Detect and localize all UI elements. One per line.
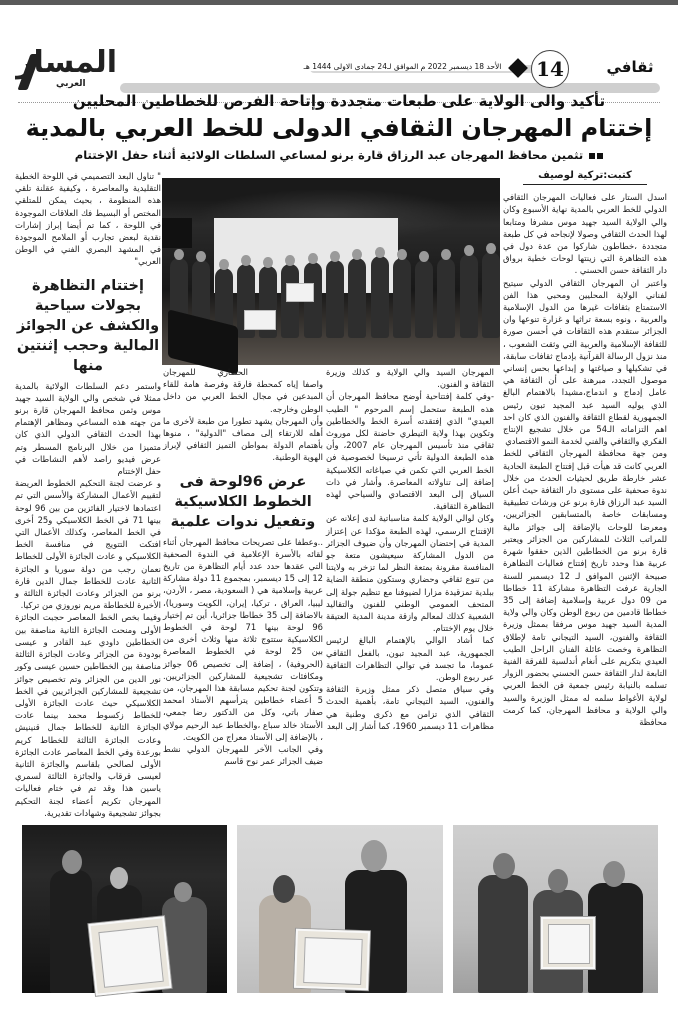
paragraph: " تناول البعد التصميمي في اللوحة الخطية التقليدية والمعاصرة ، وكيفية عقلنة تلقي هذه المنظومة ، بحيث يمكن للمتلقي المختص أو البسيط فك العلاقات الموجودة في اللوحة ، كما تم أيضا إبراز إشارات نقدية لبعض تجارب أو الملامح الموجودة في المشهد البصري الفني في الوطن العربي"	[15, 171, 161, 267]
byline: كتبت:تركية لوصيف	[523, 170, 647, 185]
paragraph: اسدل الستار على فعاليات المهرجان الثقافي الدولي للخط العربي بالمدية نهاية الأسبوع وكان والي الولاية السيد جهيد موس مشرفا ومتابعا لهذا الحدث الثقافي وصولا لإنجاحه في كل طبعة متجددة ،خطاطون شاركوا من عدة دول في هذه التظاهرة التي زينتها لوحات خطية برواق دار الثقافة حسن الحسني .	[503, 192, 667, 276]
newspaper-logo[interactable]	[16, 45, 117, 92]
column-2	[326, 366, 494, 770]
column-4	[15, 170, 162, 818]
subtitle-text: تثمين محافظ المهرجان عبد الرزاق قارة برنو لمساعي السلطات الولائية أثناء حفل الإختتام	[74, 148, 584, 162]
paragraph: المهرجان السيد والي الولاية و كذلك وزيرة الثقافة و الفنون.	[326, 367, 494, 390]
photo-award-certificate-woman	[237, 825, 443, 993]
paragraph: كما أشاد الوالي بالإهتمام البالغ لرئيس الجمهورية، عبد المجيد تبون، بالفعل الثقافي عموما، ما تجسد في توالي التظاهرات الثقافية عبر ربوع الوطن.	[326, 635, 494, 683]
paragraph: وفي سياق متصل ذكر ممثل وزيرة الثقافة والفنون، السيد التيجاني تامة، بأهمية الحدث الثقافي الذي تزامن مع ذكرى وطنية هي مظاهرات 11 ديسمبر 1960، كما أشار إلى البعد	[326, 684, 494, 731]
logo-title: المسار	[16, 45, 117, 80]
photo-award-certificate-men	[453, 825, 658, 993]
paragraph: الحضاري للمهرجان واصفا إياه كمحطة فارقة وفرصة هامة للقاء المبدعين في مجال الخط العربي من داخل الوطن وخارجه.	[163, 367, 323, 414]
paragraph: وفيما بخص الخط المعاصر حجبت الجائزة الأولى ومنحت الجائزة الثانية مناصفة بين الخطاطين داودي عبد القادر و عيسى بودودة من الجزائر وعادت الجائزة الثالثة مناصفة بين الخطاطين حسين عيسى وكور نور الدين من الجزائر وتم تخصيص جوائز تشجيعية للمشاركين الجزائريين في الخط الكلاسيكي حيث عادت الجائزة الأولى للخطاط زكسوط محمد بينما عادت الجائزة الثانية للخطاط جمال قنينيش وعادت الجائزة الثالثة للخطاط كريم بورعدة وفي الخط المعاصر عادت الجائزة الأولى لصالحي بلقاسم والجائزة الثانية لعيسى قرقاب والجائزة الثالثة لسمري ياسين هذا وقد تم في ختام فعاليات المهرجان تكريم أعضاء لجنة التحكيم بجوائز تشجيعية وشهادات تقديرية.	[15, 612, 161, 818]
main-photo-group	[162, 178, 500, 365]
paragraph: وأن المهرجان يشهد تطورا من طبعة لأخرى ما أهله للارتقاء إلى مصاف "الدولية" ، منوها بأهتمام الدولة بمواطن التميز الثقافي لإبراز الهوية الوطنية.	[163, 415, 323, 463]
photo-speaker	[162, 218, 192, 248]
masthead	[0, 40, 678, 100]
paragraph: وفي الجانب الآخر للمهرجان الدولي نشط ضيف الجزائر عمر نوح قاسم	[163, 744, 323, 767]
photo-certificate	[286, 283, 314, 302]
section-name: ثقافي	[606, 58, 654, 76]
section-subhead: إختتام التظاهرة بجولات سياحية والكشف عن الجوائز المالية وحجب إثنتين منها	[16, 277, 160, 374]
diamond-icon	[508, 58, 528, 78]
top-border	[0, 0, 678, 5]
paragraph: -وفي كلمة إفتتاحية أوضح محافظ المهرجان أن هذه الطبعة ستحمل إسم المرحوم " الطيب العيدي" الذي إفتقدته أسرة الخط والخطاطين وتكوين بهذا ولاية التيطري حاضنة لكل موروث ثقافي منذ تأسيس المهرجان عام 2007، وأن هذه الطبعة الدولية تأتي ترسيخا لخصوصية فن الخط العربي التي تكمن في صياغاته الكلاسيكية إضافة إلى تناولاته المعاصرة. وأشار في ذات السياق إلى البعد الاقتصادي والسياحي لهذه التظاهرة الثقافية.	[326, 391, 494, 512]
paragraph: واعتبر ان المهرجان الثقافي الدولي سيتيح لفناني الولاية المحليين ومحبي هذا الفن الاستمتاع بثقافات غيرها من الدول الإسلامية والعربية ، ونوه بسعة تراثها و غزارة تنوعها وان الجزائر ستقدم هذه الثقافات في أحسن صورة للثقافة الإسلامية والعربية التي وثقت الشعوب ، منذ نزول الرسالة القرآنية بإدماج ثقافات سابقة، في تشكيلها و صياغتها و إبداعها بحس إنساني موصول التجدد، مبرهنة على أن الثقافة هي عامل إدماج و اندماج،مشيدا بالاهتمام البالغ الذي يوليه السيد عبد المجيد تبون رئيس الجمهورية لقطاع الثقافة والفنون الذي كان احد اهم التزاماته الـ54 من خلال تشجيع الإنتاج الفكري والثقافي والفني لخدمة النمو الاقتصادي	[503, 277, 667, 447]
article-subtitle	[0, 148, 678, 162]
paragraph: وكان لوالي الولاية كلمة مناسباتية لدى إعلانه عن الإفتتاح الرسمي، لهذه الطبعة مؤكدا عن إعتزاز المدية في إحتضان المهرجان وأن ضيوف الجزائر من الدول المشاركة سيعيشون متعة جو المنافسة مقرونة بمتعة النظر لما تزخر به ولايتنا من تنوع ثقافي وحضاري وستكون منطقة الضاية ببلدية تمزقيدة مزارا لضيوفنا مع تنظيم جولة إلى المتحف العمومي الوطني للفنون والتقاليد الشعبية كذلك لمعالم وازقة مدينة المدية العتيقة خلال يوم الإختتام.	[326, 513, 494, 634]
article-kicker: تأكيد والى الولاية على طبعات متجددة وإتاحة الفرص للخطاطين المحليين	[72, 92, 606, 110]
logo-subtitle: العربي	[56, 79, 86, 89]
issue-date: الأحد 18 ديسمبر 2022 م الموافق لـ24 جمادى الاولى 1444 هـ	[295, 62, 510, 71]
section-subhead: عرض 96لوحة فى الخطوط الكلاسيكية وتفعيل ندوات علمية	[170, 473, 316, 530]
paragraph: واستمر دعم السلطات الولائية بالمدية ممثلا في شخص والي الولاية السيد جهيد موس وثمن محافظ المهرجان قارة برنو من جهته هذه المساعي ومظاهر الإهتمام بهذا الحدث الثقافي الدولي الذي كان متميزا من خلال البرنامج المسطر وتم عرض فيديو راصد لأهم النشاطات في حفل الإختتام	[15, 380, 161, 477]
photo-certificate	[244, 310, 276, 330]
photo-award-calligraphy	[22, 825, 227, 993]
column-1	[503, 170, 667, 770]
paragraph: ومن جهة محافظة المهرجان الثقافي للخط العربي كانت قد هيأت قبل إفتتاح الطبعة الحادية عشر خارطة طريق لحيثيات الحدث من خلال ندوة صحفية على مستوى دار الثقافة حيث أعلن السيد عبد الرزاق قارة برنو عن ورشات تطبيقية ومسابقات خاصة بالمتسابقين الجزائريين، ومعرضا للوحات بالإضافة إلى جوائز مالية للمراتب الثلاث للمشاركين من الجزائر ويعتبر قارة برنو من الخطاطين الذين حققوا شهرة عربية هذا وحدد تاريخ إفتتاح فعاليات التظاهرة صبيحة الإثنين الموافق لـ 12 ديسمبر للسنة الجارية عرفت التظاهرة مشاركة 11 خطاطا من 09 دول عربية وإسلامية إضافة إلى 35 خطاطا قادمين من ربوع الوطن وكان والي ولاية المدية السيد جهيد موس مرفقا بممثل وزيرة الثقافة والفنون، السيد التيجاني تامة لإطلاق التظاهرة وخصت عائلة الفنان الراحل الطيب العيدي بتكريم على أنغام أندلسية للفرقة الفنية التابعة لدار الثقافة حسن الحسني بحضور الزوار تسلمه بالنيابة رئيس جمعية فن الخط العربي لولاية الأغواط سلمه له ممثل الوزيرة والسيد والي الولاية و محافظ المهرجان، كما كرمت محافظة	[503, 448, 667, 727]
bullet-icon	[597, 153, 603, 159]
page-number: 14	[531, 50, 569, 88]
article-title: إختتام المهرجان الثقافي الدولى للخط العربي بالمدية	[25, 114, 653, 142]
paragraph: و عرضت لجنة التحكيم الخطوط العريضة لتقييم الأعمال المشاركة والأسس التي تم اعتمادها لاختيار الفائزين من بين 96 لوحة بينها 71 في الخط الكلاسيكي و25 أخرى في الخط المعاصر، وكذلك الأعمال التي افتكت التتويج في منافسة الخط الكلاسيكي و عادت الجائزة الأولى للخطاط نعمان رجب من دولة سوريا و الجائزة الثانية عادت للخطاط جمال الدين قارة برنو من الجزائر وعادت الجائزة الثالثة و الأخيرة للخطاطة مريم نوروزي من تركيا.	[15, 478, 162, 611]
column-3	[163, 366, 323, 770]
bullet-icon	[589, 153, 595, 159]
paragraph: ..وعطفا على تصريحات محافظ المهرجان أثناء لقائه بالأسرة الإعلامية في الندوة الصحفية التي عقدها حدد عدد أيام التظاهرة من تاريخ 12 إلى 15 ديسمبر، بمجموع 11 دولة مشاركة عربية وإسلامية هي ( السعودية، مصر ، الأردن، ليبيا، العراق ، تركيا، إيران، الكويت وسوريا)، بالاضافة إلى 35 خطاطا جزائريا، أين تم إختيار 96 لوحة بينها 71 لوحة في الخطوط الكلاسيكية ستتوج ثلاثة منها وثلاث أخرى من بين 25 لوحة في الخطوط المعاصرة (الحروفية) ، إضافة إلى تخصيص 06 جوائز ومكافئات تشجيعية للمشاركين الجزائريين. وتتكون لجنة تحكيم مسابقة هذا المهرجان، من 5 أعضاء خطاطين يترأسهم الأستاذ امحمد صفار باتي، وكل من الدكتور رضا جمعي، الأستاذ خالد سباع ،والخطاط عبد الرحيم مولاي ، بالإضافة إلى الأستاذ معراج من الكويت.	[163, 536, 323, 742]
